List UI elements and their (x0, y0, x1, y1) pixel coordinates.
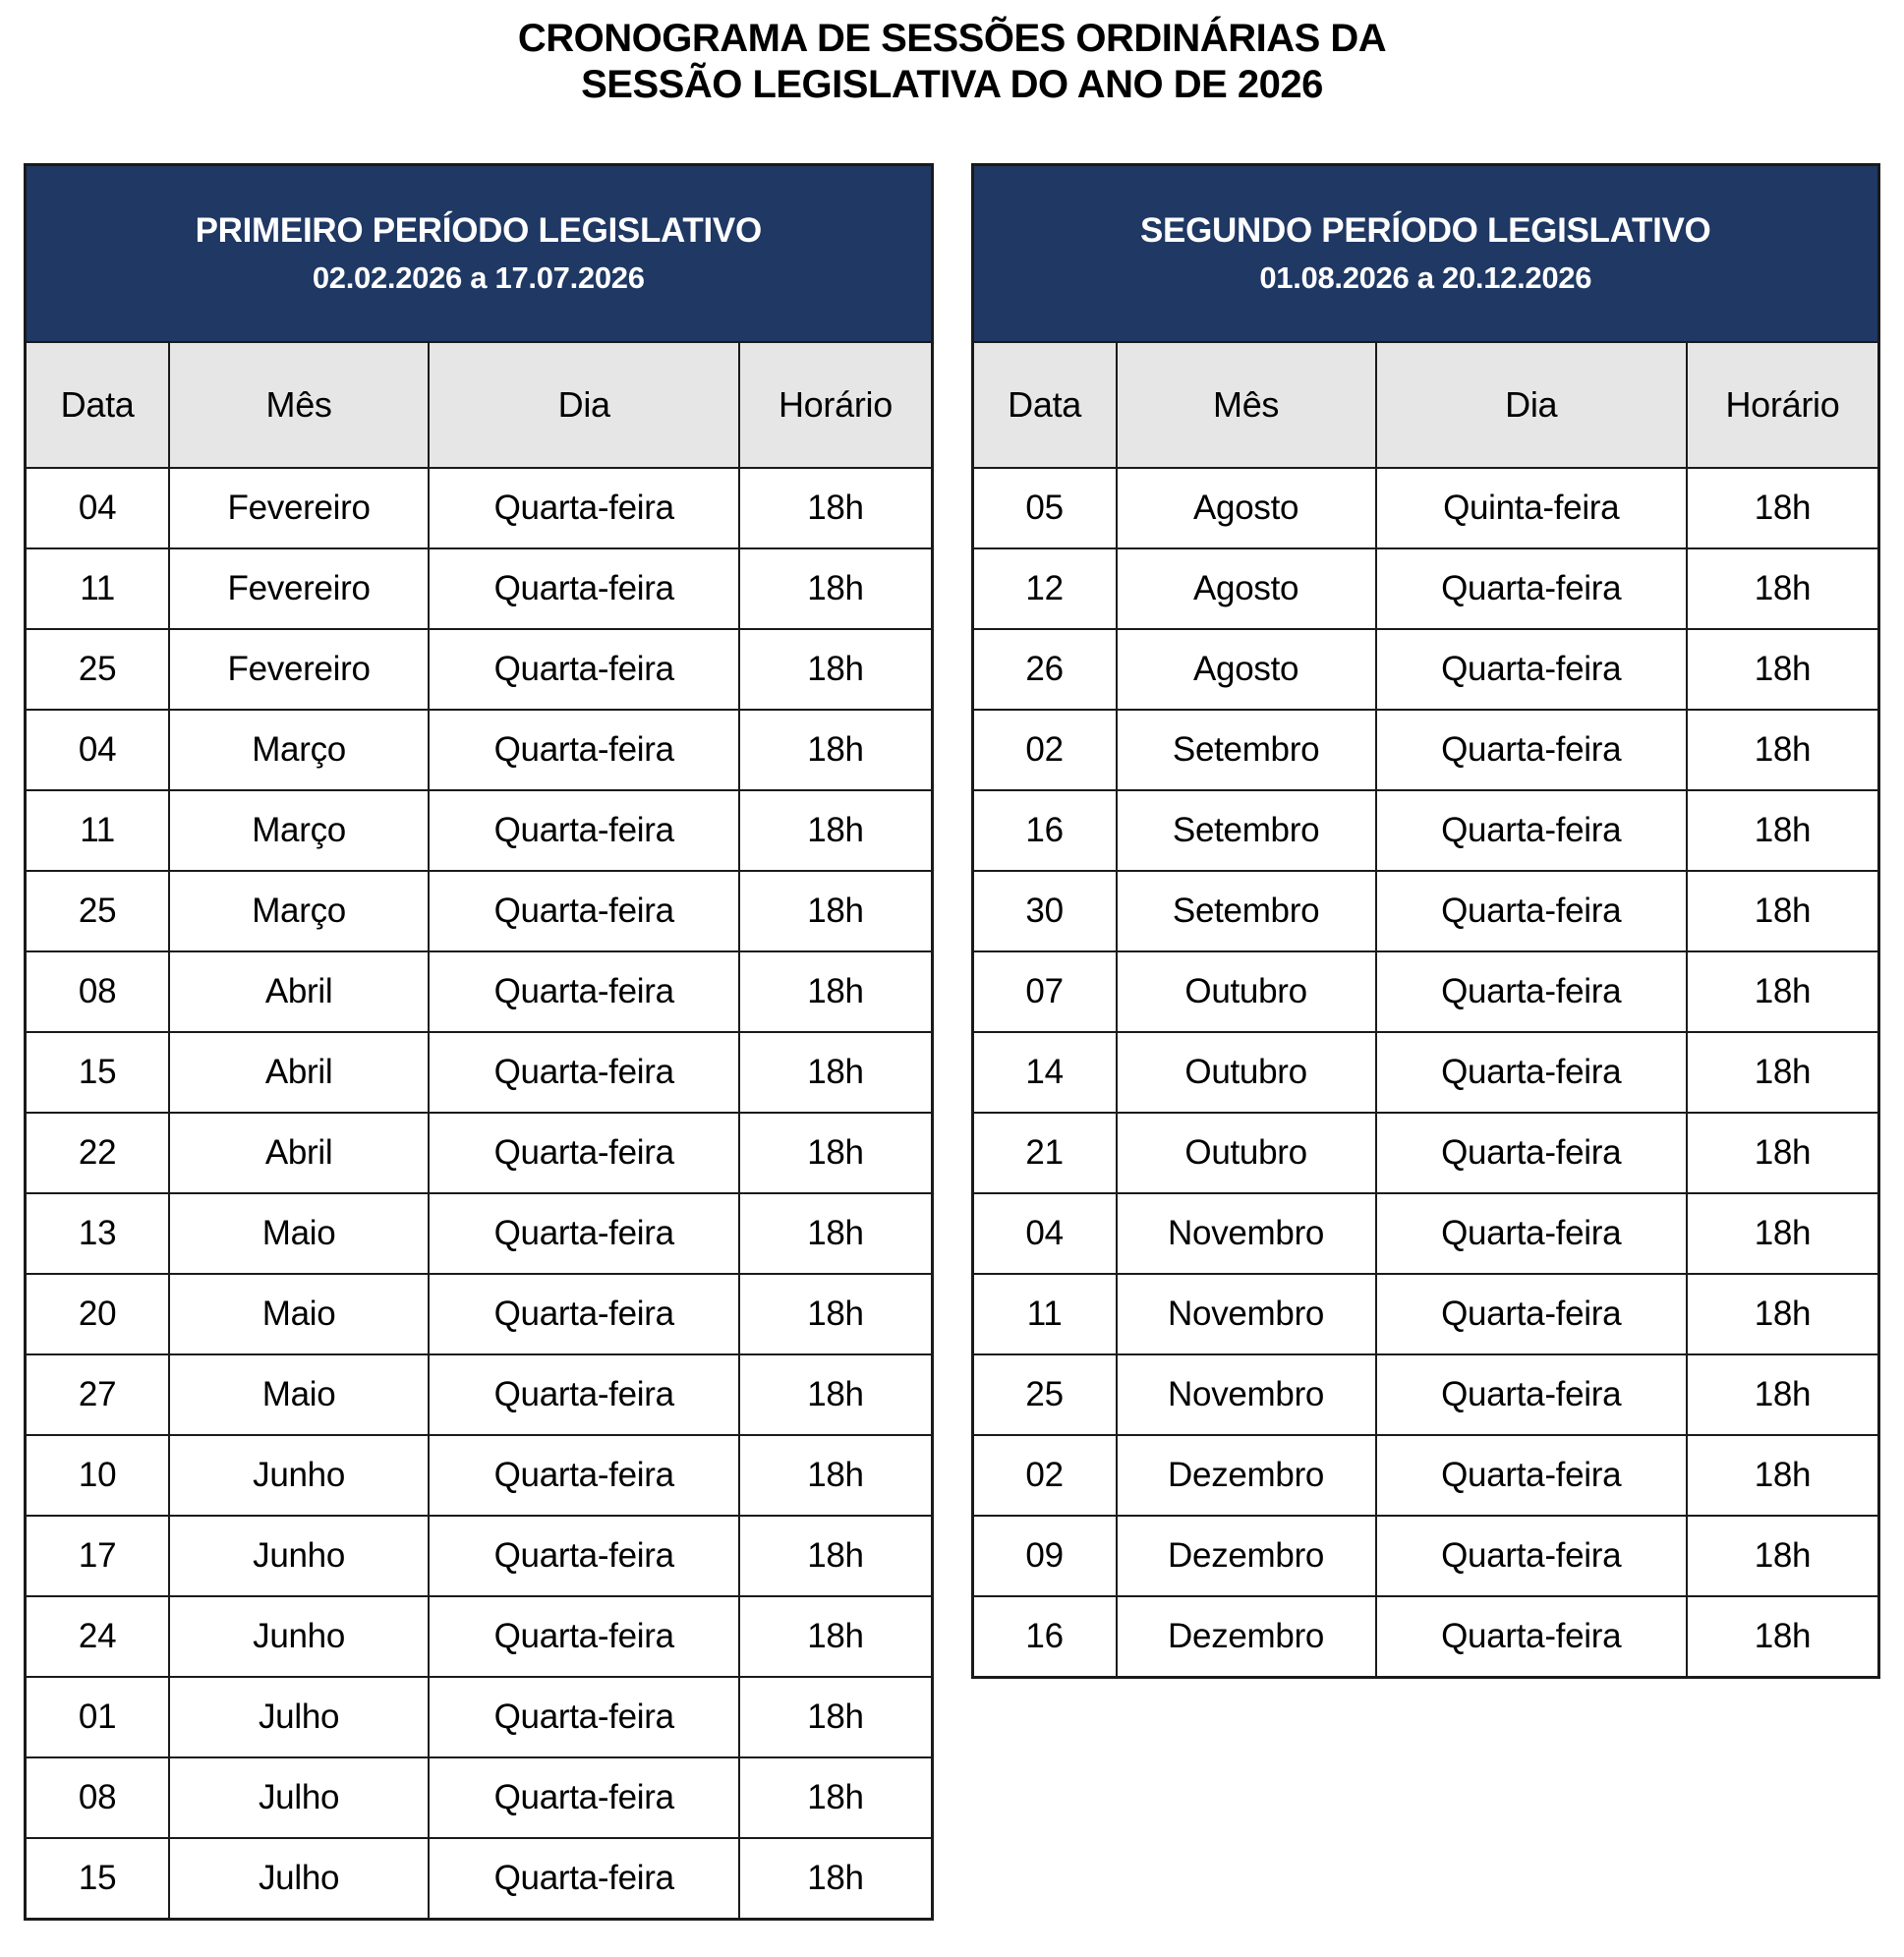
table-cell: 18h (1687, 790, 1879, 871)
table-cell: 16 (972, 1596, 1117, 1678)
column-header-1: Mês (169, 342, 429, 468)
table-cell: 08 (26, 1757, 170, 1838)
table-cell: Novembro (1117, 1354, 1376, 1435)
table-cell: Novembro (1117, 1193, 1376, 1274)
table-cell: Quarta-feira (429, 1516, 739, 1596)
table-cell: Setembro (1117, 871, 1376, 951)
table-row (972, 790, 1879, 871)
table-cell: Julho (169, 1838, 429, 1920)
column-header-1: Mês (1117, 342, 1376, 468)
table-cell: 11 (972, 1274, 1117, 1354)
table-row (26, 1274, 933, 1354)
table-cell: Quarta-feira (1376, 871, 1687, 951)
table-cell: 18h (739, 1274, 932, 1354)
table-cell: 18h (1687, 1274, 1879, 1354)
table-cell: Outubro (1117, 951, 1376, 1032)
table-cell: Dezembro (1117, 1516, 1376, 1596)
table-row (972, 1596, 1879, 1678)
table-row (26, 951, 933, 1032)
table-cell: Quarta-feira (1376, 1516, 1687, 1596)
table-cell: 18h (739, 951, 932, 1032)
tables-container (0, 163, 1904, 1921)
table-row (26, 1516, 933, 1596)
table-row (26, 1193, 933, 1274)
table-cell: Abril (169, 1113, 429, 1193)
table-row (972, 1354, 1879, 1435)
table-cell: 21 (972, 1113, 1117, 1193)
table-cell: Abril (169, 1032, 429, 1113)
table-cell: 18h (739, 1677, 932, 1757)
table-cell: 18h (739, 1516, 932, 1596)
table-cell: Quarta-feira (1376, 951, 1687, 1032)
table-cell: 18h (739, 548, 932, 629)
table-row (972, 548, 1879, 629)
table-cell: Quarta-feira (1376, 1435, 1687, 1516)
banner-row (26, 164, 933, 342)
table-cell: Fevereiro (169, 468, 429, 548)
page-title-line1: CRONOGRAMA DE SESSÕES ORDINÁRIAS DA (517, 17, 1387, 60)
table-cell: Fevereiro (169, 629, 429, 710)
table-cell: 04 (26, 710, 170, 790)
table-cell: 25 (26, 629, 170, 710)
table-cell: 27 (26, 1354, 170, 1435)
table-cell: 24 (26, 1596, 170, 1677)
table-row (972, 468, 1879, 548)
table-row (26, 629, 933, 710)
table-cell: 02 (972, 1435, 1117, 1516)
table-cell: Março (169, 790, 429, 871)
table-row (26, 1113, 933, 1193)
table-row (26, 1677, 933, 1757)
table-cell: Maio (169, 1193, 429, 1274)
table-cell: 20 (26, 1274, 170, 1354)
table-cell: 18h (739, 1596, 932, 1677)
table-cell: 18h (739, 1757, 932, 1838)
table-cell: Quarta-feira (429, 629, 739, 710)
table-cell: 16 (972, 790, 1117, 871)
table-cell: 01 (26, 1677, 170, 1757)
table-row (972, 629, 1879, 710)
table-cell: 18h (1687, 710, 1879, 790)
table-row (26, 1435, 933, 1516)
table-cell: Quarta-feira (429, 548, 739, 629)
table-row (972, 1193, 1879, 1274)
table-cell: 18h (1687, 548, 1879, 629)
table-cell: Quarta-feira (429, 1032, 739, 1113)
table-cell: 18h (1687, 951, 1879, 1032)
table-row (26, 548, 933, 629)
page-title-line2: SESSÃO LEGISLATIVA DO ANO DE 2026 (581, 62, 1323, 106)
table-cell: Quarta-feira (1376, 1596, 1687, 1678)
table-cell: Julho (169, 1677, 429, 1757)
table-cell: 02 (972, 710, 1117, 790)
page-title (0, 16, 1904, 108)
column-header-2: Dia (1376, 342, 1687, 468)
table-cell: 10 (26, 1435, 170, 1516)
table-cell: Março (169, 871, 429, 951)
table-cell: Quarta-feira (429, 1757, 739, 1838)
table-cell: Quarta-feira (1376, 1032, 1687, 1113)
table-cell: Quarta-feira (429, 1193, 739, 1274)
table-cell: 05 (972, 468, 1117, 548)
table-row (972, 1274, 1879, 1354)
table-cell: Quarta-feira (429, 1354, 739, 1435)
table-cell: Quarta-feira (1376, 710, 1687, 790)
table-cell: 18h (739, 468, 932, 548)
table-cell: 14 (972, 1032, 1117, 1113)
table-cell: Outubro (1117, 1113, 1376, 1193)
table-row (26, 1032, 933, 1113)
table-cell: 18h (739, 1435, 932, 1516)
table-cell: Outubro (1117, 1032, 1376, 1113)
table-cell: Julho (169, 1757, 429, 1838)
table-row (26, 468, 933, 548)
table-cell: Quarta-feira (1376, 1354, 1687, 1435)
table-cell: Setembro (1117, 790, 1376, 871)
table-row (972, 1113, 1879, 1193)
table-cell: 18h (1687, 629, 1879, 710)
table-cell: Quarta-feira (429, 1113, 739, 1193)
second-period-date-range: 01.08.2026 a 20.12.2026 (1259, 259, 1592, 295)
table-row (972, 951, 1879, 1032)
table-cell: Quarta-feira (1376, 1274, 1687, 1354)
table-cell: Quarta-feira (1376, 629, 1687, 710)
table-cell: 08 (26, 951, 170, 1032)
table-cell: 18h (1687, 1516, 1879, 1596)
table-cell: Maio (169, 1354, 429, 1435)
first-period-table (24, 163, 934, 1921)
table-row (26, 1838, 933, 1920)
first-period-title: PRIMEIRO PERÍODO LEGISLATIVO (195, 210, 762, 250)
table-cell: 15 (26, 1838, 170, 1920)
table-cell: Quarta-feira (429, 871, 739, 951)
table-cell: 13 (26, 1193, 170, 1274)
first-period-banner (26, 164, 933, 342)
table-cell: 18h (1687, 1032, 1879, 1113)
table-cell: 18h (739, 710, 932, 790)
table-cell: 18h (739, 1113, 932, 1193)
table-cell: Quarta-feira (1376, 790, 1687, 871)
table-cell: 18h (1687, 1113, 1879, 1193)
table-row (972, 1032, 1879, 1113)
column-header-0: Data (972, 342, 1117, 468)
second-period-table-body (972, 468, 1879, 1678)
table-cell: 04 (26, 468, 170, 548)
second-period-table (971, 163, 1881, 1679)
table-cell: Quarta-feira (1376, 1113, 1687, 1193)
second-period-title: SEGUNDO PERÍODO LEGISLATIVO (1140, 210, 1711, 250)
table-cell: Quarta-feira (429, 790, 739, 871)
table-row (972, 1516, 1879, 1596)
table-cell: Quarta-feira (429, 710, 739, 790)
table-row (26, 790, 933, 871)
table-cell: 09 (972, 1516, 1117, 1596)
table-cell: 07 (972, 951, 1117, 1032)
column-header-row (972, 342, 1879, 468)
table-cell: Quinta-feira (1376, 468, 1687, 548)
table-row (972, 1435, 1879, 1516)
table-cell: 25 (26, 871, 170, 951)
table-cell: 18h (1687, 1596, 1879, 1678)
table-cell: Quarta-feira (429, 951, 739, 1032)
table-cell: 30 (972, 871, 1117, 951)
column-header-0: Data (26, 342, 170, 468)
table-cell: Quarta-feira (429, 1838, 739, 1920)
table-row (972, 871, 1879, 951)
table-cell: 18h (739, 1193, 932, 1274)
table-cell: 15 (26, 1032, 170, 1113)
table-cell: Quarta-feira (429, 1274, 739, 1354)
table-cell: Setembro (1117, 710, 1376, 790)
table-row (26, 710, 933, 790)
table-cell: 18h (1687, 1354, 1879, 1435)
table-cell: 18h (739, 871, 932, 951)
table-cell: Maio (169, 1274, 429, 1354)
table-cell: 18h (739, 1354, 932, 1435)
table-cell: 12 (972, 548, 1117, 629)
table-cell: Junho (169, 1516, 429, 1596)
table-cell: 18h (739, 1032, 932, 1113)
second-period-banner (972, 164, 1879, 342)
banner-row (972, 164, 1879, 342)
table-row (972, 710, 1879, 790)
table-cell: 25 (972, 1354, 1117, 1435)
table-row (26, 871, 933, 951)
column-header-3: Horário (739, 342, 932, 468)
first-period-date-range: 02.02.2026 a 17.07.2026 (312, 259, 645, 295)
table-cell: 18h (739, 1838, 932, 1920)
column-header-3: Horário (1687, 342, 1879, 468)
table-cell: 26 (972, 629, 1117, 710)
page (0, 16, 1904, 1957)
table-cell: 04 (972, 1193, 1117, 1274)
table-cell: Abril (169, 951, 429, 1032)
first-period-table-body (26, 468, 933, 1920)
table-cell: Agosto (1117, 629, 1376, 710)
table-cell: Agosto (1117, 548, 1376, 629)
table-cell: Junho (169, 1435, 429, 1516)
table-cell: 18h (739, 790, 932, 871)
table-cell: Novembro (1117, 1274, 1376, 1354)
table-cell: 18h (1687, 1193, 1879, 1274)
table-cell: Junho (169, 1596, 429, 1677)
table-cell: 11 (26, 790, 170, 871)
table-cell: Quarta-feira (429, 1677, 739, 1757)
table-cell: Março (169, 710, 429, 790)
table-cell: Quarta-feira (429, 1435, 739, 1516)
table-row (26, 1596, 933, 1677)
table-cell: 18h (1687, 468, 1879, 548)
table-cell: Quarta-feira (429, 468, 739, 548)
table-cell: 18h (1687, 871, 1879, 951)
table-cell: Dezembro (1117, 1435, 1376, 1516)
table-cell: Quarta-feira (1376, 548, 1687, 629)
table-cell: 18h (1687, 1435, 1879, 1516)
table-cell: Quarta-feira (1376, 1193, 1687, 1274)
table-cell: Agosto (1117, 468, 1376, 548)
table-cell: 17 (26, 1516, 170, 1596)
table-cell: 18h (739, 629, 932, 710)
table-cell: 22 (26, 1113, 170, 1193)
table-cell: 11 (26, 548, 170, 629)
column-header-row (26, 342, 933, 468)
table-cell: Quarta-feira (429, 1596, 739, 1677)
table-cell: Dezembro (1117, 1596, 1376, 1678)
table-row (26, 1757, 933, 1838)
table-cell: Fevereiro (169, 548, 429, 629)
table-row (26, 1354, 933, 1435)
column-header-2: Dia (429, 342, 739, 468)
